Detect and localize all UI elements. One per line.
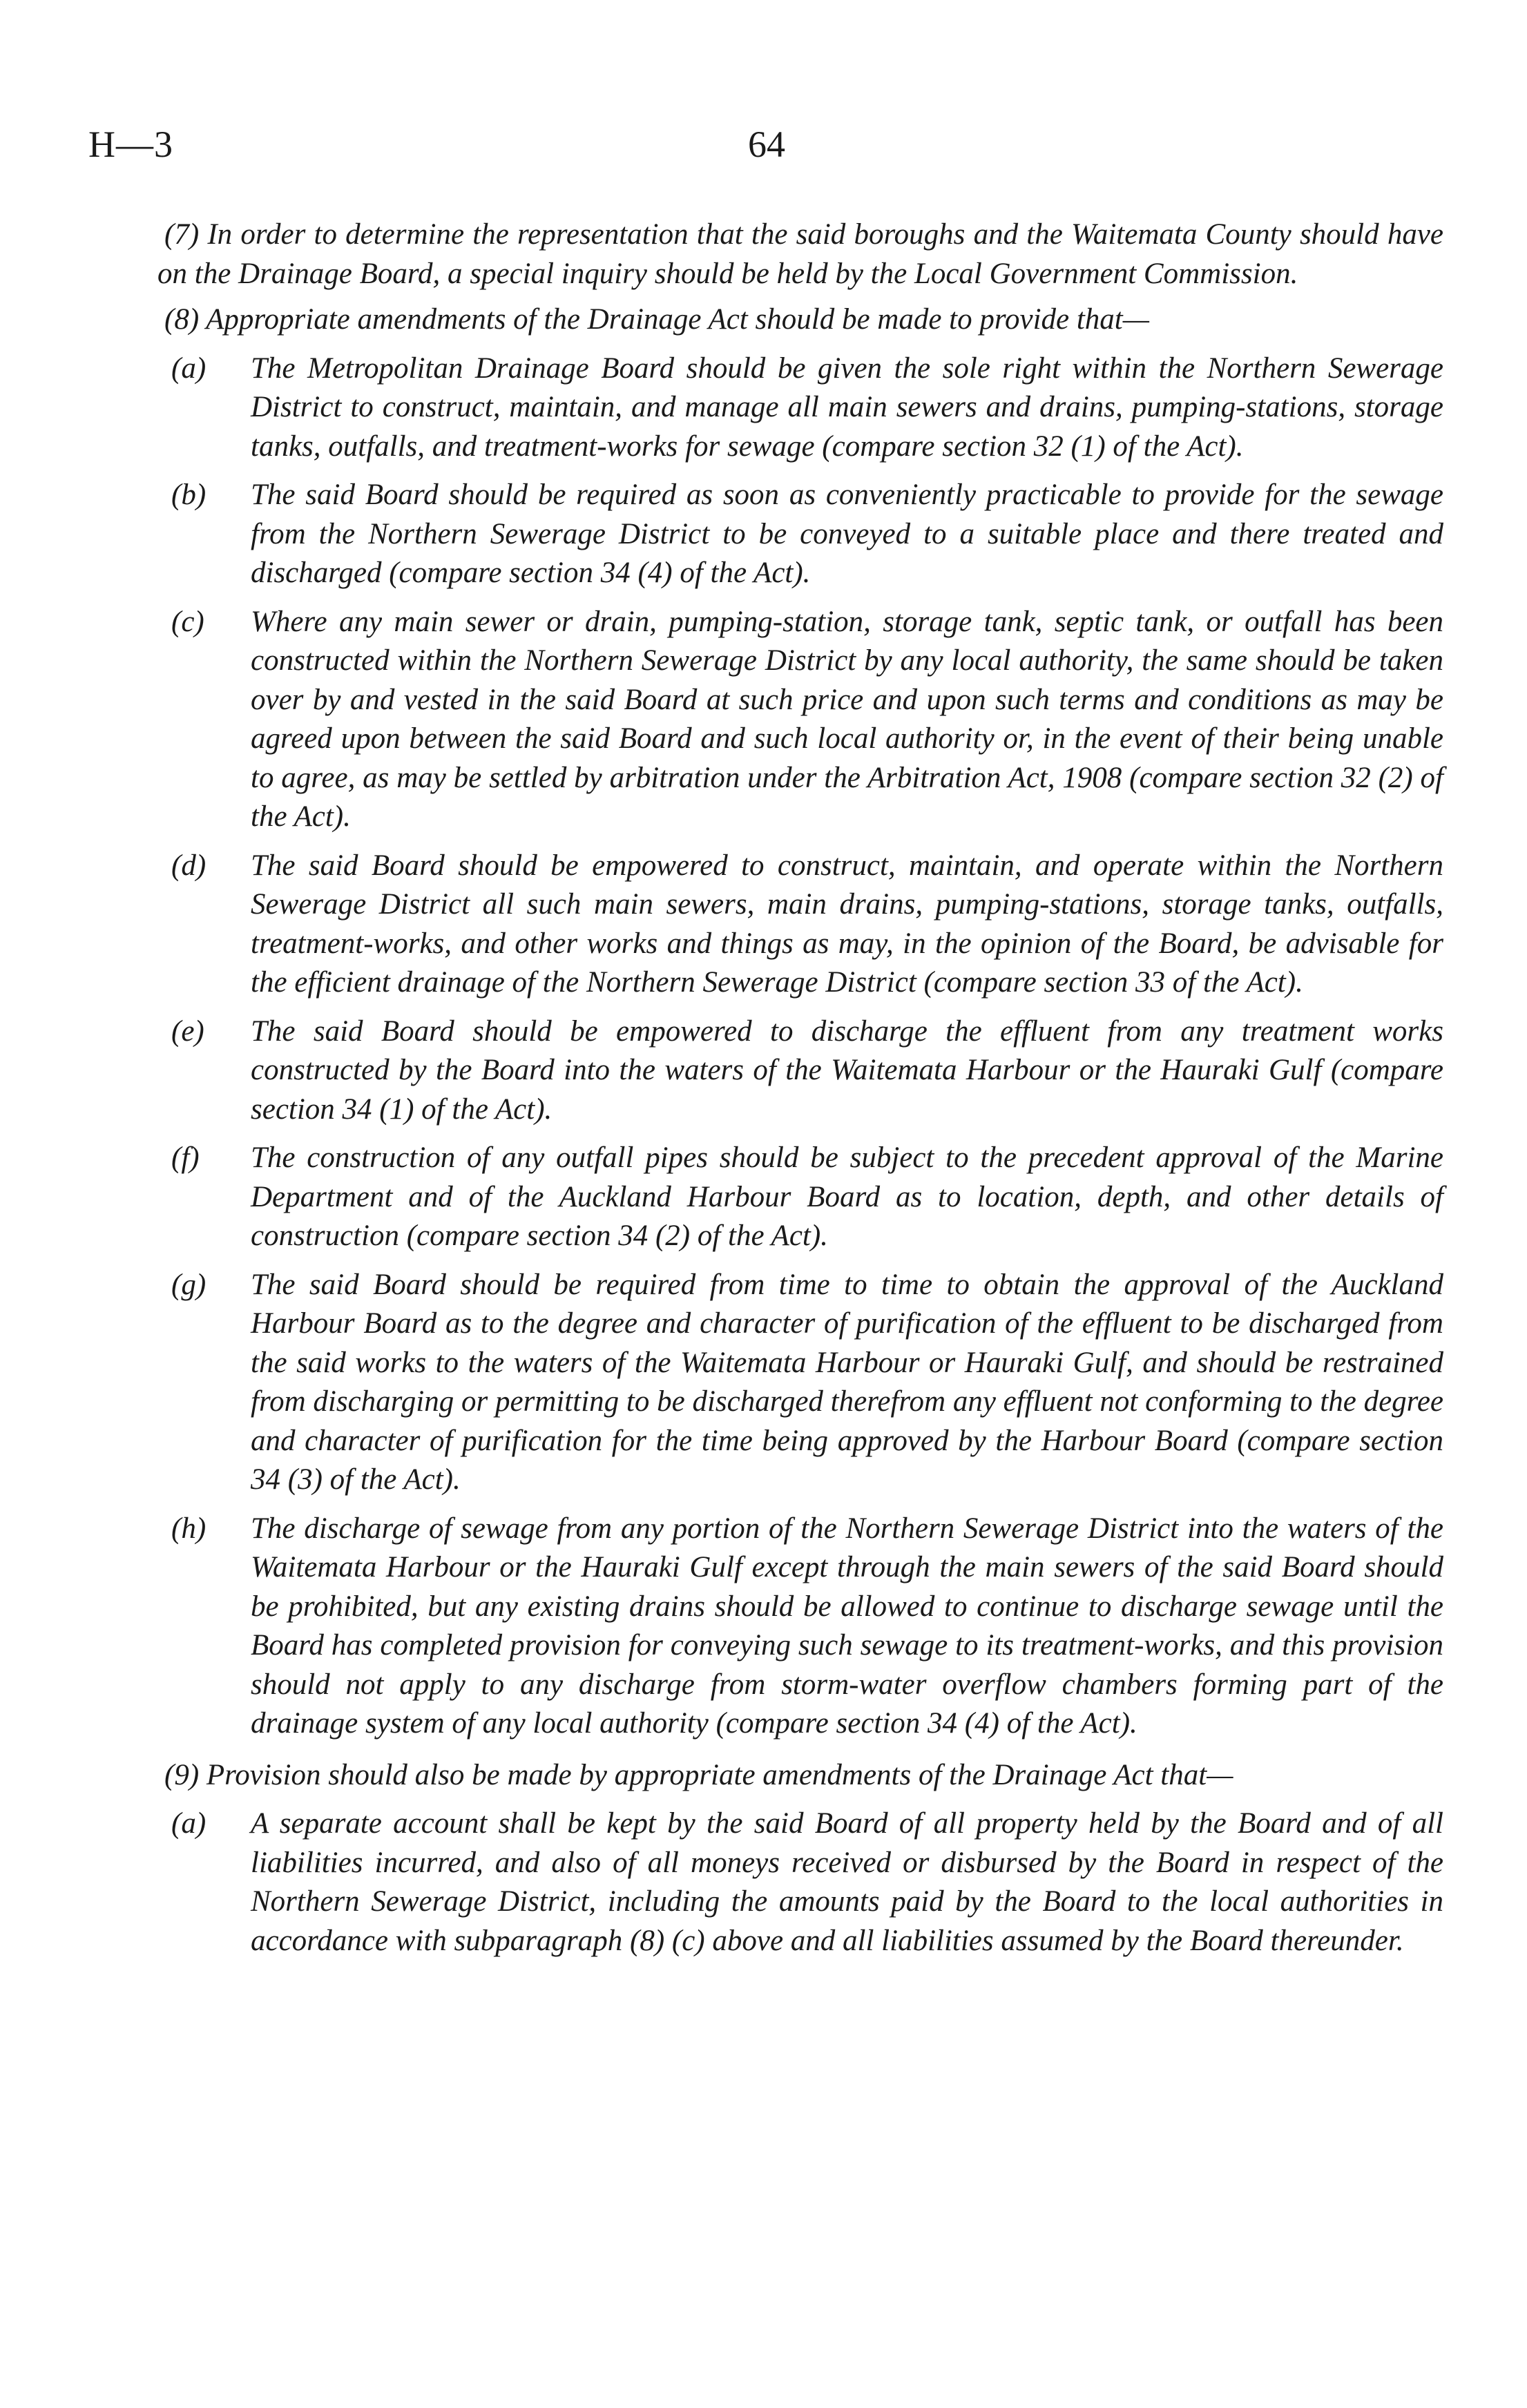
item-text: The construction of any outfall pipes should be subject to the precedent approval of the Marine Department and of the Auckland Harbour Board as to location, depth, and other details of construction (compare section 34 (2) of the Act). — [251, 1142, 1443, 1252]
item-text: A separate account shall be kept by the said Board of all property held by the Board and of all liabilities incurred, and also of all moneys received or disbursed by the Board in respect of the Northern Sewerage District, including the amounts paid by the Board to the local authorities in accordance with subparagraph (8) (c) above and all liabilities assumed by the Board thereunder. — [251, 1807, 1443, 1957]
item-label: (g) — [171, 1268, 207, 1301]
paragraph-9-intro: (9) Provision should also be made by appropriate amendments of the Drainage Act that— — [164, 1758, 1233, 1791]
paragraph-8a — [157, 349, 1443, 467]
paragraph-8c — [157, 603, 1443, 837]
item-text: The said Board should be empowered to construct, maintain, and operate within the Northern Sewerage District all such main sewers, main drains, pumping-stations, storage tanks, outfalls, treatment-works, and other works and things as may, in the opinion of the Board, be advisable for the efficient drainage of the Northern Sewerage District (compare section 33 of the Act). — [251, 849, 1443, 999]
paragraph-8-intro: (8) Appropriate amendments of the Drainage Act should be made to provide that— — [164, 303, 1149, 336]
item-text: The discharge of sewage from any portion of the Northern Sewerage District into the waters of the Waitemata Harbour or the Hauraki Gulf except through the main sewers of the said Board should be prohibited, but any existing drains should be allowed to continue to discharge sewage until the Board has completed provision for conveying such sewage to its treatment-works, and this provision should not apply to any discharge from storm-water overflow chambers forming part of the drainage system of any local authority (compare section 34 (4) of the Act). — [251, 1512, 1443, 1740]
item-label: (c) — [171, 605, 204, 638]
item-label: (b) — [171, 479, 207, 511]
document-body — [157, 215, 1443, 1961]
item-label: (f) — [171, 1142, 200, 1174]
item-label: (a) — [171, 351, 207, 385]
item-label: (d) — [171, 849, 207, 882]
item-text: The said Board should be required as soon as conveniently practicable to provide for the sewage from the Northern Sewerage District to be conveyed to a suitable place and there treated and discharged (compare section 34 (4) of the Act). — [251, 479, 1443, 589]
item-label: (a) — [171, 1807, 207, 1840]
page-header — [0, 123, 1527, 171]
item-text: The Metropolitan Drainage Board should be given the sole right within the Northern Sewerage District to construct, maintain, and manage all main sewers and drains, pumping-stations, storage tanks, outfalls, and treatment-works for sewage (compare section 32 (1) of the Act). — [251, 351, 1443, 463]
document-reference: H—3 — [88, 124, 173, 165]
paragraph-8d — [157, 847, 1443, 1003]
page-number: 64 — [748, 124, 785, 165]
paragraph-8e — [157, 1012, 1443, 1130]
item-text: The said Board should be required from time to time to obtain the approval of the Auckland Harbour Board as to the degree and character of purification of the effluent to be discharged from the said works to the waters of the Waitemata Harbour or Hauraki Gulf, and should be restrained from discharging or permitting to be discharged therefrom any effluent not conforming to the degree and character of purification for the time being approved by the Harbour Board (compare section 34 (3) of the Act). — [251, 1268, 1443, 1496]
item-text: The said Board should be empowered to discharge the effluent from any treatment works constructed by the Board into the waters of the Waitemata Harbour or the Hauraki Gulf (compare section 34 (1) of the Act). — [251, 1014, 1443, 1126]
paragraph-7: (7) In order to determine the representation that the said boroughs and the Waitemata County should have on the Drainage Board, a special inquiry should be held by the Local Government Commission. — [157, 218, 1443, 290]
paragraph-8g — [157, 1266, 1443, 1500]
item-text: Where any main sewer or drain, pumping-station, storage tank, septic tank, or outfall has been constructed within the Northern Sewerage District by any local authority, the same should be taken over by and vested in the said Board at such price and upon such terms and conditions as may be agreed upon between the said Board and such local authority or, in the event of their being unable to agree, as may be settled by arbitration under the Arbitration Act, 1908 (compare section 32 (2) of the Act). — [251, 605, 1443, 833]
paragraph-8b — [157, 476, 1443, 593]
item-label: (e) — [171, 1014, 204, 1048]
paragraph-8h — [157, 1510, 1443, 1744]
item-label: (h) — [171, 1512, 207, 1545]
paragraph-9a — [157, 1804, 1443, 1961]
paragraph-8f — [157, 1139, 1443, 1256]
